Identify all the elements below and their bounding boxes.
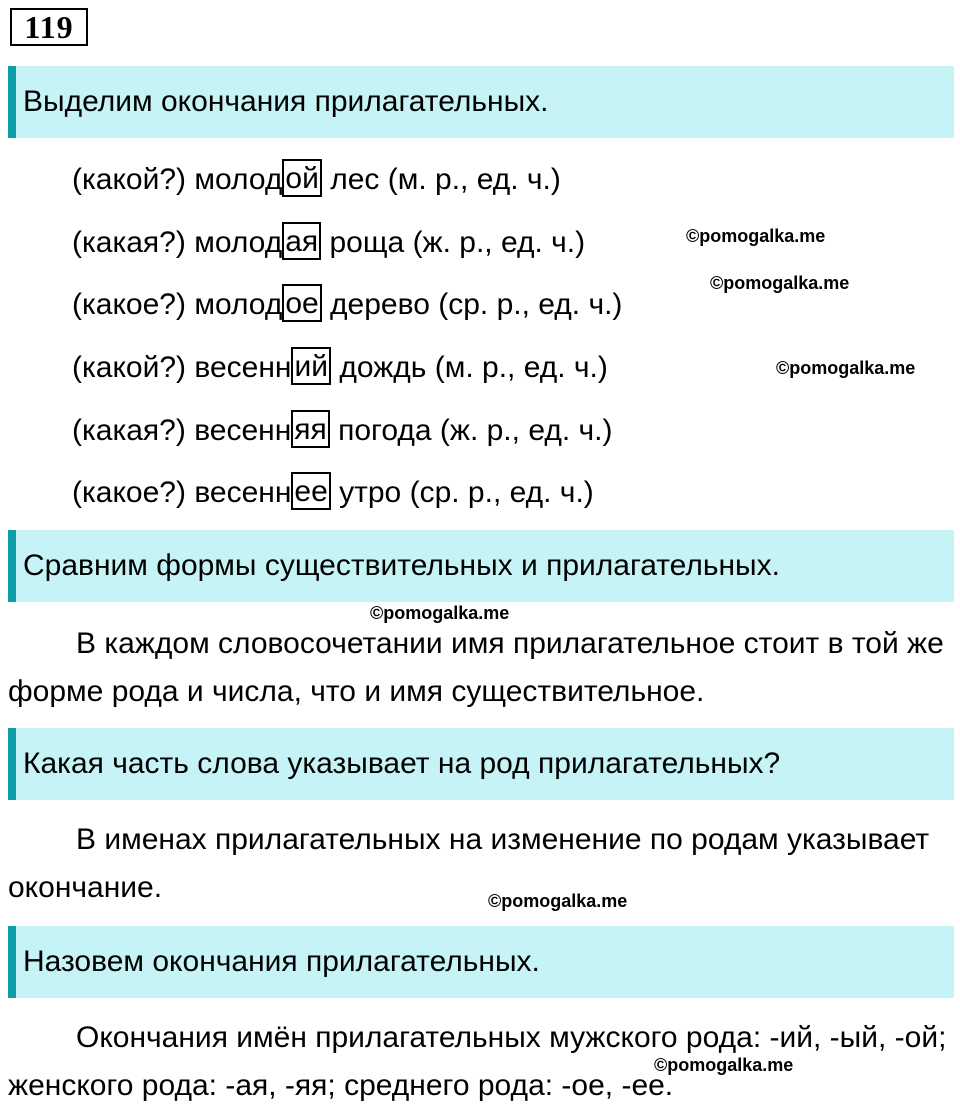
question: (какое?)	[72, 476, 195, 509]
ending-box: ой	[282, 159, 321, 197]
watermark: ©pomogalka.me	[710, 273, 850, 293]
ending-box: ая	[282, 222, 321, 260]
watermark: ©pomogalka.me	[686, 226, 826, 246]
phrase-rest: дерево (ср. р., ед. ч.)	[321, 288, 623, 321]
section-heading-1	[8, 66, 954, 138]
ending-box: яя	[291, 410, 330, 448]
word-stem: весенн	[194, 476, 292, 509]
phrase-line-4	[72, 346, 608, 390]
heading-accent-bar	[8, 530, 16, 602]
section-heading-text: Сравним формы существительных и прилагательных.	[23, 549, 780, 582]
phrase-rest: лес (м. р., ед. ч.)	[321, 163, 561, 196]
paragraph-text: Окончания имён прилагательных мужского рода: -ий, -ый, -ой; женского рода: -ая, -яя; среднего рода: -ое, -ее.	[8, 1021, 947, 1102]
section-heading-4	[8, 926, 954, 998]
word-stem: весенн	[194, 414, 292, 447]
heading-accent-bar	[8, 728, 16, 800]
paragraph-text: В каждом словосочетании имя прилагательное стоит в той же форме рода и числа, что и имя существительное.	[8, 627, 944, 708]
question: (какая?)	[72, 414, 195, 447]
phrase-line-3	[72, 283, 622, 327]
phrase-rest: роща (ж. р., ед. ч.)	[321, 226, 586, 259]
watermark: ©pomogalka.me	[654, 1055, 794, 1075]
question: (какая?)	[72, 226, 195, 259]
section-heading-3	[8, 728, 954, 800]
phrase-line-6	[72, 471, 594, 515]
section-heading-text: Назовем окончания прилагательных.	[23, 945, 540, 978]
heading-accent-bar	[8, 66, 16, 138]
word-stem: весенн	[194, 351, 292, 384]
section-heading-text: Выделим окончания прилагательных.	[23, 85, 549, 118]
word-stem: молод	[194, 163, 283, 196]
word-stem: молод	[194, 226, 283, 259]
phrase-rest: дождь (м. р., ед. ч.)	[331, 351, 608, 384]
ending-box: ое	[282, 284, 321, 322]
ending-box: ий	[291, 347, 331, 385]
paragraph-text: В именах прилагательных на изменение по родам указывает окончание.	[8, 823, 930, 904]
paragraph-3	[8, 1014, 948, 1110]
phrase-rest: утро (ср. р., ед. ч.)	[330, 476, 594, 509]
section-heading-2	[8, 530, 954, 602]
question: (какое?)	[72, 288, 195, 321]
watermark: ©pomogalka.me	[776, 358, 916, 378]
phrase-line-5	[72, 409, 612, 453]
task-number: 119	[10, 8, 88, 46]
question: (какой?)	[72, 351, 195, 384]
watermark: ©pomogalka.me	[370, 603, 510, 623]
question: (какой?)	[72, 163, 195, 196]
paragraph-2	[8, 816, 948, 912]
phrase-line-1	[72, 158, 561, 202]
section-heading-text: Какая часть слова указывает на род прилагательных?	[23, 747, 781, 780]
watermark: ©pomogalka.me	[488, 891, 628, 911]
paragraph-1	[8, 620, 948, 716]
heading-accent-bar	[8, 926, 16, 998]
word-stem: молод	[194, 288, 283, 321]
phrase-line-2	[72, 221, 585, 265]
phrase-rest: погода (ж. р., ед. ч.)	[329, 414, 613, 447]
ending-box: ее	[291, 472, 330, 510]
